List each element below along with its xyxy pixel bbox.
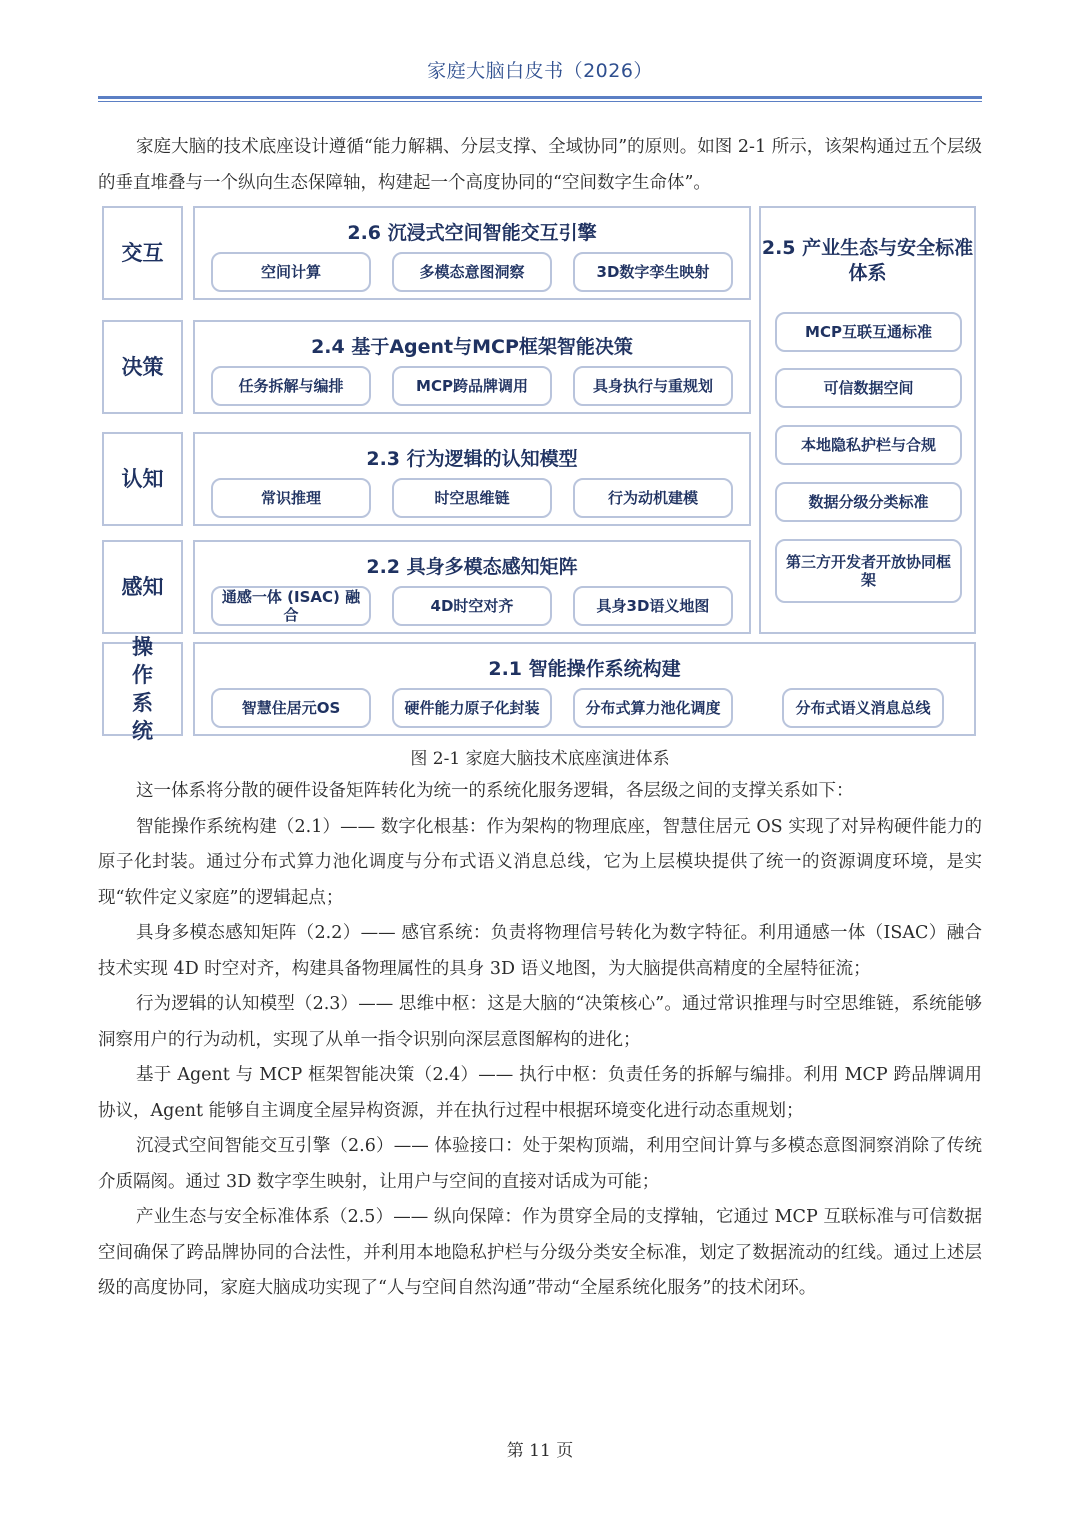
module-3d-semantic-map: 具身3D语义地图 bbox=[573, 586, 733, 626]
layer-title-cognition: 2.3 行为逻辑的认知模型 bbox=[366, 448, 578, 470]
architecture-diagram bbox=[102, 206, 976, 743]
body-paragraph: 具身多模态感知矩阵（2.2）—— 感官系统：负责将物理信号转化为数字特征。利用通感一体（ISAC）融合技术实现 4D 时空对齐，构建具备物理属性的具身 3D 语义地图，为大脑提供高精度的全屋特征流； bbox=[98, 923, 982, 979]
module-multimodal-intent: 多模态意图洞察 bbox=[392, 252, 552, 292]
module-spatial-computing: 空间计算 bbox=[211, 252, 371, 292]
module-semantic-bus: 分布式语义消息总线 bbox=[782, 688, 944, 728]
module-4d-alignment: 4D时空对齐 bbox=[392, 586, 552, 626]
module-commonsense-reasoning: 常识推理 bbox=[211, 478, 371, 518]
body-text bbox=[98, 774, 982, 1307]
layer-label-decision: 决策 bbox=[102, 320, 183, 414]
layer-box-interaction bbox=[193, 206, 751, 300]
module-behavior-motivation: 行为动机建模 bbox=[573, 478, 733, 518]
module-task-decomposition: 任务拆解与编排 bbox=[211, 366, 371, 406]
eco-developer-framework: 第三方开发者开放协同框架 bbox=[775, 539, 962, 603]
body-paragraph: 智能操作系统构建（2.1）—— 数字化根基：作为架构的物理底座，智慧住居元 OS 实现了对异构硬件能力的原子化封装。通过分布式算力池化调度与分布式语义消息总线，它为上层模块提供了统一的资源调度环境，是实现“软件定义家庭”的逻辑起点； bbox=[98, 816, 982, 908]
eco-data-classification: 数据分级分类标准 bbox=[775, 482, 962, 522]
layer-title-interaction: 2.6 沉浸式空间智能交互引擎 bbox=[347, 222, 597, 244]
module-spatiotemporal-chain: 时空思维链 bbox=[392, 478, 552, 518]
running-header-title: 家庭大脑白皮书（2026） bbox=[427, 60, 653, 82]
layer-label-perception: 感知 bbox=[102, 540, 183, 634]
layer-box-perception bbox=[193, 540, 751, 634]
header-rule bbox=[98, 96, 982, 99]
figure-caption: 图 2-1 家庭大脑技术底座演进体系 bbox=[410, 749, 670, 769]
ecosystem-column bbox=[759, 206, 976, 634]
module-isac-fusion: 通感一体 (ISAC) 融合 bbox=[211, 586, 371, 626]
layer-label-cognition: 认知 bbox=[102, 432, 183, 526]
module-mcp-cross-brand: MCP跨品牌调用 bbox=[392, 366, 552, 406]
module-compute-pooling: 分布式算力池化调度 bbox=[573, 688, 733, 728]
body-paragraph: 这一体系将分散的硬件设备矩阵转化为统一的系统化服务逻辑，各层级之间的支撑关系如下： bbox=[136, 781, 854, 801]
ecosystem-title: 2.5 产业生态与安全标准体系 bbox=[761, 237, 974, 284]
layer-title-decision: 2.4 基于Agent与MCP框架智能决策 bbox=[311, 336, 633, 358]
layer-label-os: 操作系统 bbox=[102, 642, 183, 736]
layer-box-decision bbox=[193, 320, 751, 414]
eco-privacy-guardrail: 本地隐私护栏与合规 bbox=[775, 425, 962, 465]
eco-trusted-data-space: 可信数据空间 bbox=[775, 368, 962, 408]
intro-paragraph: 家庭大脑的技术底座设计遵循“能力解耦、分层支撑、全域协同”的原则。如图 2-1 所示，该架构通过五个层级的垂直堆叠与一个纵向生态保障轴，构建起一个高度协同的“空间数字生命体”。 bbox=[98, 137, 982, 193]
module-embodied-replanning: 具身执行与重规划 bbox=[573, 366, 733, 406]
layer-box-os bbox=[193, 642, 976, 736]
layer-box-cognition bbox=[193, 432, 751, 526]
layer-title-os: 2.1 智能操作系统构建 bbox=[488, 658, 681, 680]
eco-mcp-standard: MCP互联互通标准 bbox=[775, 312, 962, 352]
module-hardware-atomization: 硬件能力原子化封装 bbox=[392, 688, 552, 728]
body-paragraph: 基于 Agent 与 MCP 框架智能决策（2.4）—— 执行中枢：负责任务的拆解与编排。利用 MCP 跨品牌调用协议，Agent 能够自主调度全屋异构资源，并在执行过程中根据环境变化进行动态重规划； bbox=[98, 1065, 982, 1121]
module-digital-twin: 3D数字孪生映射 bbox=[573, 252, 733, 292]
body-paragraph: 沉浸式空间智能交互引擎（2.6）—— 体验接口：处于架构顶端，利用空间计算与多模态意图洞察消除了传统介质隔阂。通过 3D 数字孪生映射，让用户与空间的直接对话成为可能； bbox=[98, 1136, 982, 1192]
layer-title-perception: 2.2 具身多模态感知矩阵 bbox=[366, 556, 578, 578]
header-rule-thin bbox=[98, 101, 982, 102]
layer-label-interaction: 交互 bbox=[102, 206, 183, 300]
page-number: 第 11 页 bbox=[506, 1441, 574, 1461]
module-home-os: 智慧住居元OS bbox=[211, 688, 371, 728]
body-paragraph: 行为逻辑的认知模型（2.3）—— 思维中枢：这是大脑的“决策核心”。通过常识推理与时空思维链，系统能够洞察用户的行为动机，实现了从单一指令识别向深层意图解构的进化； bbox=[98, 994, 982, 1050]
body-paragraph: 产业生态与安全标准体系（2.5）—— 纵向保障：作为贯穿全局的支撑轴，它通过 MCP 互联标准与可信数据空间确保了跨品牌协同的合法性，并利用本地隐私护栏与分级分类安全标准，划定了数据流动的红线。通过上述层级的高度协同，家庭大脑成功实现了“人与空间自然沟通”带动“全屋系统化服务”的技术闭环。 bbox=[98, 1207, 982, 1298]
